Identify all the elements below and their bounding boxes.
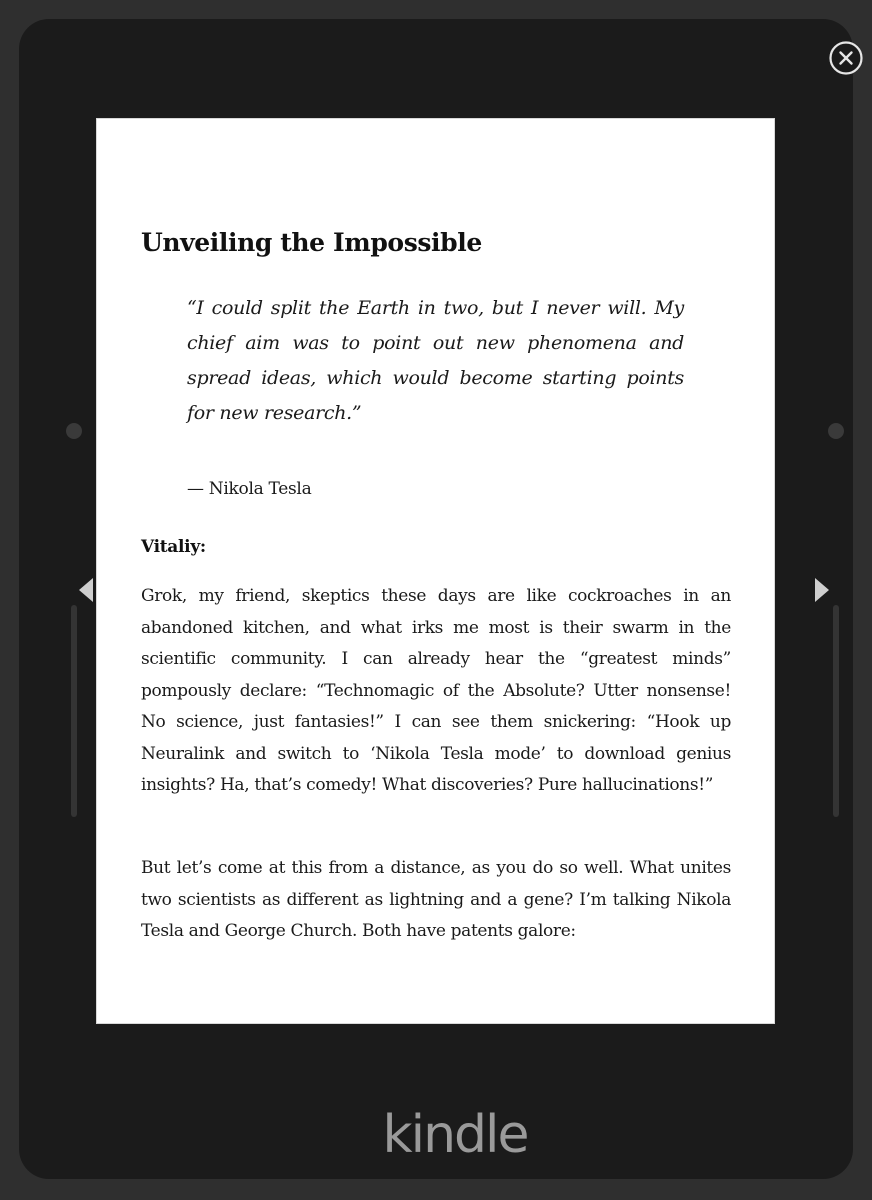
body-paragraph: Grok, my friend, skeptics these days are like cockroaches in an abandoned kitchen, and what irks me most is their swarm in the scientific community. I can already hear the “greatest minds” pompously declare: “Technomagic of the Absolute? Utter nonsense! No science, just fantasies!” I can see them snickering: “Hook up Neuralink and switch to ‘Nikola Tesla mode’ to download genius insights? Ha, that’s comedy! What discoveries? Pure hallucinations!” (141, 586, 731, 795)
chevron-right-icon (812, 575, 832, 605)
chevron-left-icon (76, 575, 96, 605)
right-page-rail (833, 605, 839, 817)
chapter-title: Unveiling the Impossible (141, 228, 482, 257)
left-sensor-dot (66, 423, 82, 439)
right-sensor-dot (828, 423, 844, 439)
epigraph-quote: “I could split the Earth in two, but I never will. My chief aim was to point out new phenomena and spread ideas, which would become starting points for new research.” (187, 297, 684, 424)
kindle-logo: kindle (382, 1105, 528, 1165)
epigraph-attribution: — Nikola Tesla (187, 479, 312, 499)
speaker-label: Vitaliy: (141, 537, 206, 557)
next-page-button[interactable] (812, 575, 832, 605)
body-paragraph: But let’s come at this from a distance, as you do so well. What unites two scientists as different as lightning and a gene? I’m talking Nikola Tesla and George Church. Both have patents galore: (141, 858, 731, 941)
book-page[interactable] (96, 118, 775, 1024)
previous-page-button[interactable] (76, 575, 96, 605)
left-page-rail (71, 605, 77, 817)
close-icon (828, 40, 864, 76)
close-button[interactable] (828, 40, 864, 76)
